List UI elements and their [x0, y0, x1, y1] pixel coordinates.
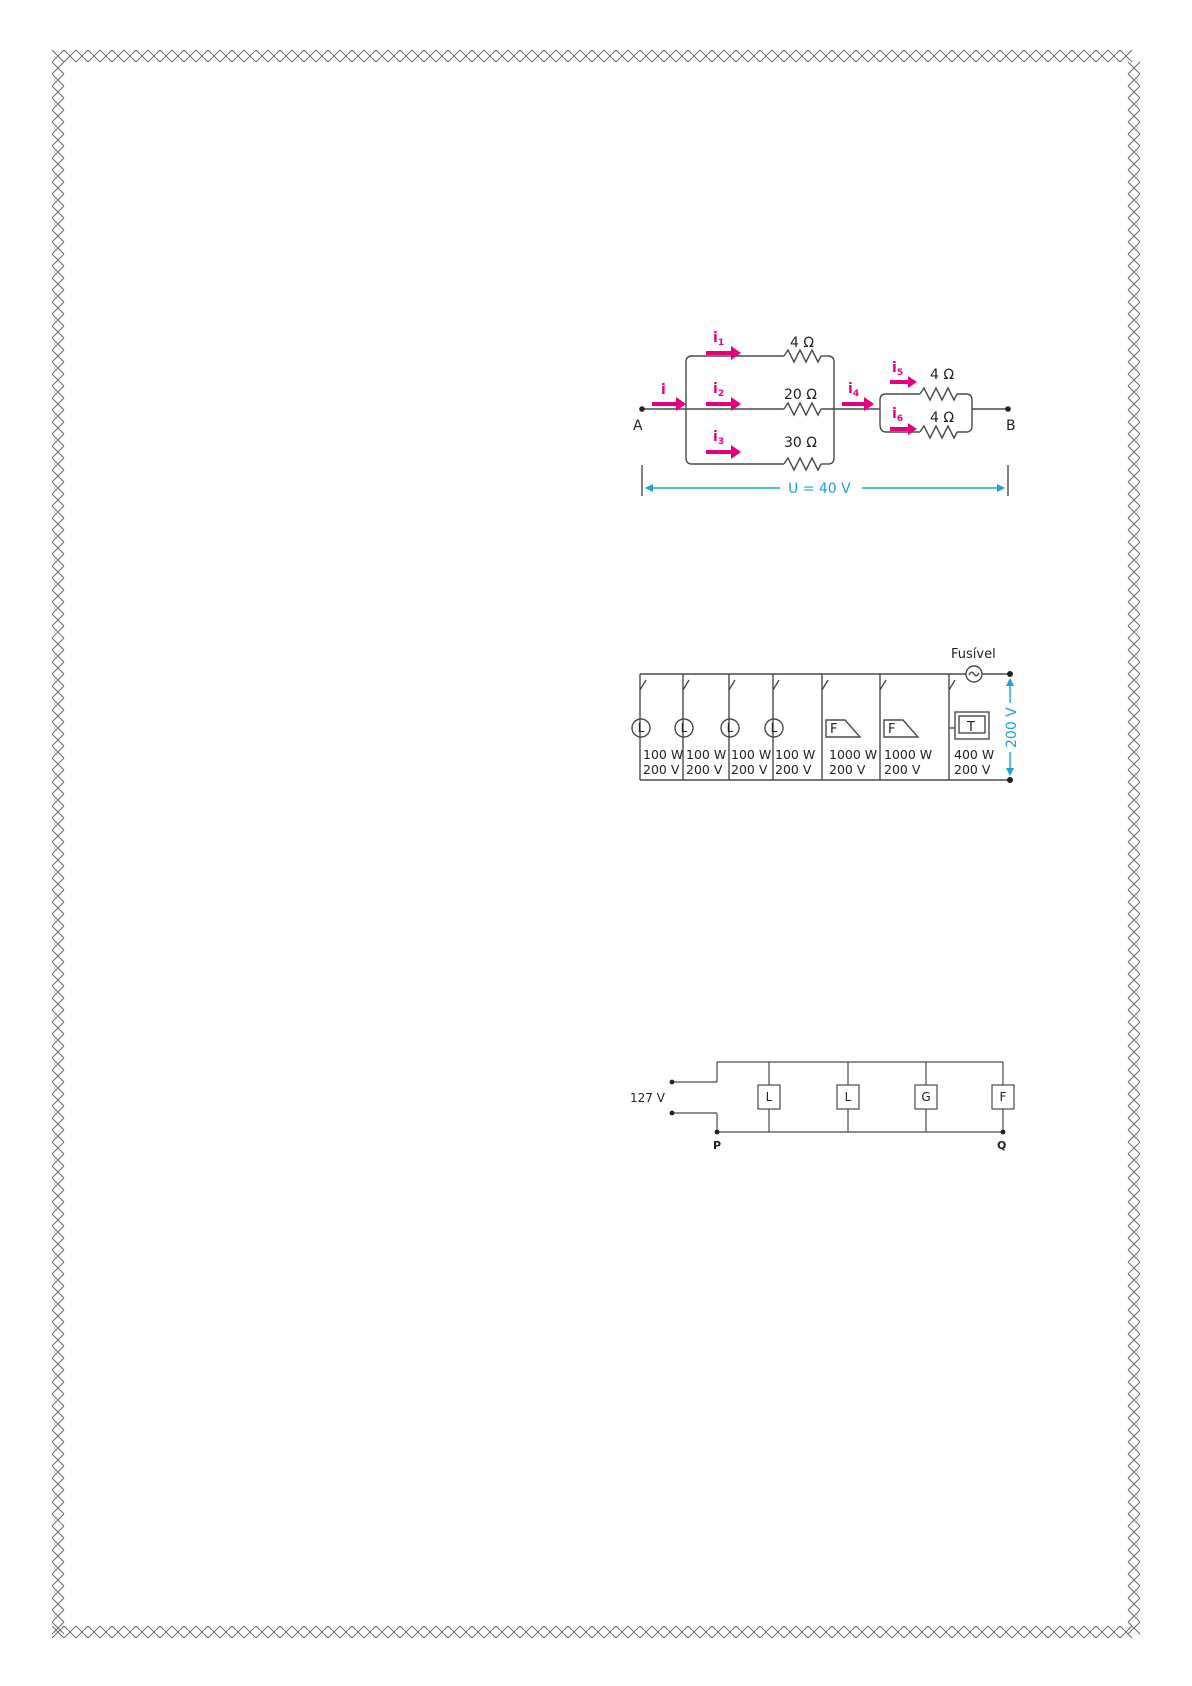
resistor-label-r1: 4 Ω	[790, 335, 815, 351]
device-voltage: 200 V	[954, 762, 991, 777]
svg-text:i6: $i_6$	[892, 406, 904, 424]
node-q-label: Q	[997, 1139, 1007, 1152]
device-power: 100 W	[686, 747, 727, 762]
svg-text:i5: $i_5$	[892, 360, 904, 378]
current-label-i3: i	[713, 429, 718, 445]
svg-text:i4: $i_4$	[848, 381, 860, 399]
device-power: 400 W	[954, 747, 995, 762]
device-voltage: 200 V	[829, 762, 866, 777]
voltage-label-200v: 200 V	[1004, 707, 1020, 748]
voltage-label-u: U = 40 V	[788, 481, 851, 497]
device-voltage: 200 V	[731, 762, 768, 777]
svg-text:i2: $i_2$	[713, 381, 725, 399]
resistor-label-r2: 20 Ω	[784, 387, 817, 403]
node-a-label: A	[633, 418, 643, 434]
node-b-label: B	[1006, 418, 1016, 434]
appliance-label: G	[921, 1090, 931, 1104]
svg-text:i3: $i_3$	[713, 429, 725, 447]
device-voltage: 200 V	[775, 762, 812, 777]
appliance-label: F	[999, 1090, 1007, 1104]
resistor-label-r3: 30 Ω	[784, 435, 817, 451]
iron-letter: F	[888, 722, 896, 737]
source-voltage-label: 127 V	[630, 1091, 665, 1105]
appliance-label: L	[844, 1090, 852, 1104]
device-power: 1000 W	[829, 747, 878, 762]
resistor-label-r5: 4 Ω	[930, 367, 955, 383]
tv-letter: T	[967, 720, 975, 735]
appliance-label: L	[765, 1090, 773, 1104]
current-label-i5: i	[892, 360, 897, 376]
lamp-letter: L	[770, 721, 778, 735]
lamp-letter: L	[637, 721, 645, 735]
current-label-i1: i	[713, 330, 718, 346]
device-power: 100 W	[775, 747, 816, 762]
device-voltage: 200 V	[643, 762, 680, 777]
current-label-i6: i	[892, 406, 897, 422]
lamp-letter: L	[726, 721, 734, 735]
current-label-i4: i	[848, 381, 853, 397]
device-power: 100 W	[731, 747, 772, 762]
resistor-label-r6: 4 Ω	[930, 410, 955, 426]
svg-text:i1: $i_1$	[713, 330, 725, 348]
device-power: 100 W	[643, 747, 684, 762]
lamp-letter: L	[680, 721, 688, 735]
iron-letter: F	[830, 722, 838, 737]
device-power: 1000 W	[884, 747, 933, 762]
device-voltage: 200 V	[686, 762, 723, 777]
device-voltage: 200 V	[884, 762, 921, 777]
fuse-label: Fusível	[951, 647, 996, 662]
current-label-i2: i	[713, 381, 718, 397]
node-p-label: P	[713, 1139, 722, 1152]
current-label-i: i	[661, 382, 666, 398]
